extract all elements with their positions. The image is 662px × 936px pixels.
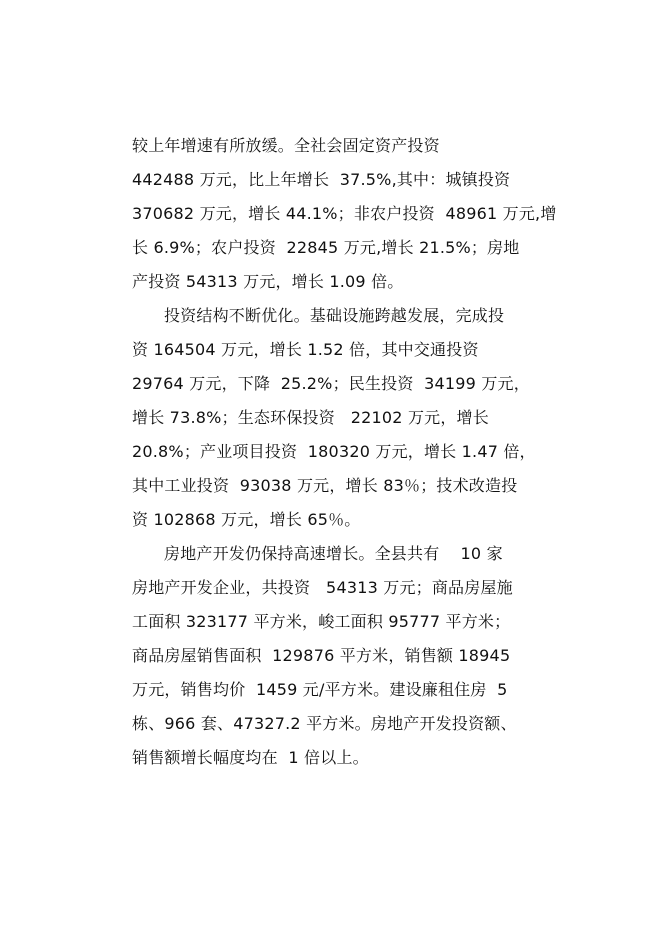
text-line: 长 6.9%；农户投资 22845 万元,增长 21.5%；房地 — [132, 238, 520, 257]
text-line: 其中工业投资 93038 万元，增长 83％；技术改造投 — [132, 476, 518, 495]
text-line: 较上年增速有所放缓。全社会固定资产投资 — [132, 136, 440, 155]
text-line: 370682 万元，增长 44.1%；非农户投资 48961 万元,增 — [132, 204, 557, 223]
text-line: 20.8%；产业项目投资 180320 万元，增长 1.47 倍， — [132, 442, 536, 461]
text-line: 资 102868 万元，增长 65％。 — [132, 510, 361, 529]
text-line: 工面积 323177 平方米，峻工面积 95777 平方米； — [132, 612, 511, 631]
text-line: 商品房屋销售面积 129876 平方米，销售额 18945 — [132, 646, 511, 665]
text-line: 投资结构不断优化。基础设施跨越发展，完成投 — [164, 306, 505, 325]
text-line: 房地产开发企业，共投资 54313 万元；商品房屋施 — [132, 578, 513, 597]
text-line: 442488 万元，比上年增长 37.5%,其中：城镇投资 — [132, 170, 511, 189]
text-line: 房地产开发仍保持高速增长。全县共有 10 家 — [164, 544, 503, 563]
text-line: 万元，销售均价 1459 元/平方米。建设廉租住房 5 — [132, 680, 508, 699]
text-line: 产投资 54313 万元，增长 1.09 倍。 — [132, 272, 404, 291]
text-line: 29764 万元，下降 25.2%；民生投资 34199 万元， — [132, 374, 530, 393]
text-line: 栋、966 套、47327.2 平方米。房地产开发投资额、 — [132, 714, 517, 733]
text-line: 销售额增长幅度均在 1 倍以上。 — [132, 748, 369, 767]
text-line: 增长 73.8%；生态环保投资 22102 万元，增长 — [132, 408, 489, 427]
text-line: 资 164504 万元，增长 1.52 倍，其中交通投资 — [132, 340, 479, 359]
